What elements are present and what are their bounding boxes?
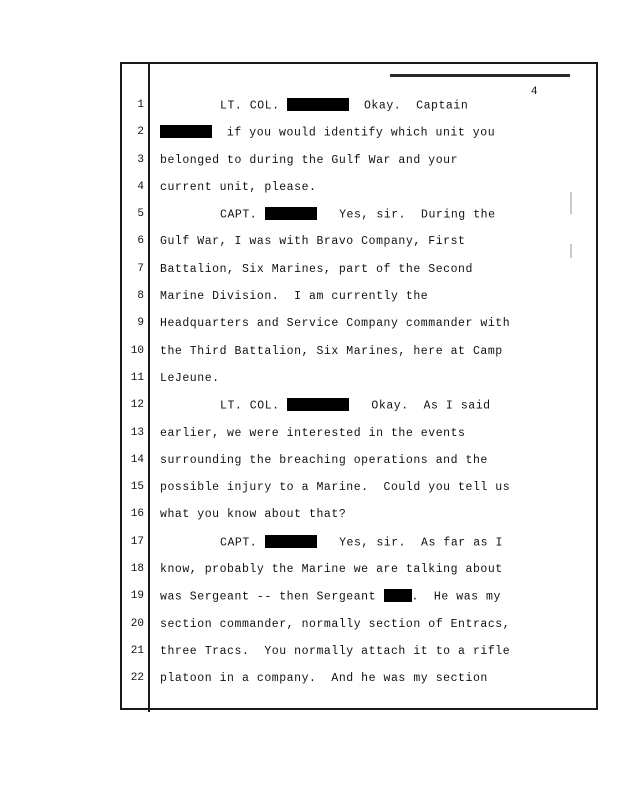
- text-run: CAPT.: [220, 536, 265, 550]
- line-text: [160, 317, 510, 330]
- transcript-line: [122, 642, 600, 669]
- text-run: know, probably the Marine we are talking about: [160, 563, 503, 577]
- text-run: LeJeune.: [160, 371, 220, 385]
- text-run: section commander, normally section of Entracs,: [160, 617, 511, 631]
- line-number: 19: [130, 590, 144, 603]
- transcript-line: [122, 232, 600, 259]
- text-run: Gulf War, I was with Bravo Company, First: [160, 235, 466, 249]
- text-run: Battalion, Six Marines, part of the Second: [160, 262, 473, 276]
- text-run: three Tracs. You normally attach it to a rifle: [160, 644, 511, 658]
- page-number: 4: [530, 86, 538, 98]
- line-number: 11: [130, 371, 144, 384]
- line-text: [160, 481, 510, 494]
- redaction-bar: [265, 535, 317, 548]
- redaction-bar: [160, 125, 212, 138]
- line-number: 1: [137, 99, 144, 111]
- text-run: was Sergeant -- then Sergeant: [160, 590, 384, 604]
- line-text: [160, 672, 488, 685]
- line-text: [160, 399, 491, 413]
- line-number: 21: [130, 644, 144, 657]
- transcript-line: [122, 505, 600, 532]
- transcript-line: [122, 396, 600, 423]
- line-number: 9: [137, 317, 144, 330]
- line-number: 3: [137, 153, 144, 166]
- line-text: [160, 126, 495, 140]
- transcript-line: [122, 123, 600, 150]
- text-run: Marine Division. I am currently the: [160, 290, 429, 304]
- text-run: Okay. Captain: [349, 99, 469, 113]
- line-number: 2: [137, 126, 144, 139]
- transcript-line: [122, 533, 600, 560]
- line-text: [160, 590, 501, 604]
- transcript-line: [122, 260, 600, 287]
- text-run: current unit, please.: [160, 180, 317, 194]
- redaction-bar: [287, 398, 349, 411]
- transcript-line: [122, 342, 600, 369]
- line-text: [160, 154, 458, 167]
- line-number: 13: [130, 426, 144, 439]
- text-run: what you know about that?: [160, 508, 347, 522]
- transcript-line: [122, 615, 600, 642]
- line-number: 22: [130, 672, 144, 685]
- text-run: possible injury to a Marine. Could you tell us: [160, 481, 511, 495]
- text-run: Yes, sir. As far as I: [316, 536, 503, 550]
- line-text: [160, 290, 428, 303]
- text-run: LT. COL.: [220, 399, 288, 413]
- line-number: 18: [130, 563, 144, 576]
- line-text: [160, 536, 503, 550]
- text-run: Headquarters and Service Company commander with: [160, 317, 511, 331]
- line-text: [160, 427, 466, 440]
- transcript-line: [122, 287, 600, 314]
- redaction-bar: [384, 589, 412, 602]
- transcript-line: [122, 560, 600, 587]
- line-text: [160, 372, 220, 385]
- line-number: 20: [130, 617, 144, 630]
- line-number: 5: [137, 208, 144, 221]
- transcript-page-frame: [120, 62, 598, 710]
- transcript-line: [122, 178, 600, 205]
- redaction-bar: [287, 98, 349, 111]
- scan-artifact-top: [390, 74, 570, 77]
- line-text: [160, 645, 510, 658]
- line-number: 8: [137, 290, 144, 303]
- transcript-line: [122, 96, 600, 123]
- line-text: [160, 454, 488, 467]
- text-run: Yes, sir. During the: [316, 208, 496, 222]
- line-number: 4: [137, 180, 144, 193]
- line-number: 16: [130, 508, 144, 521]
- text-run: CAPT.: [220, 208, 265, 222]
- line-number: 10: [130, 344, 144, 357]
- line-text: [160, 208, 496, 222]
- transcript-line: [122, 151, 600, 178]
- transcript-line: [122, 369, 600, 396]
- line-number: 12: [130, 399, 144, 412]
- line-number: 14: [130, 453, 144, 466]
- text-run: surrounding the breaching operations and the: [160, 453, 488, 467]
- transcript-line: [122, 587, 600, 614]
- transcript-line: [122, 669, 600, 696]
- transcript-line: [122, 424, 600, 451]
- text-run: the Third Battalion, Six Marines, here at Camp: [160, 344, 503, 358]
- line-number: 6: [137, 235, 144, 248]
- text-run: if you would identify which unit you: [212, 126, 496, 140]
- line-text: [160, 99, 468, 113]
- transcript-line: [122, 314, 600, 341]
- text-run: LT. COL.: [220, 99, 288, 113]
- text-run: . He was my: [411, 590, 501, 604]
- text-run: belonged to during the Gulf War and your: [160, 153, 459, 167]
- transcript-line: [122, 478, 600, 505]
- line-number: 7: [137, 262, 144, 275]
- transcript-line: [122, 205, 600, 232]
- line-text: [160, 563, 503, 576]
- text-run: Okay. As I said: [349, 399, 491, 413]
- redaction-bar: [265, 207, 317, 220]
- line-text: [160, 235, 466, 248]
- line-text: [160, 181, 316, 194]
- line-text: [160, 508, 346, 521]
- text-run: earlier, we were interested in the events: [160, 426, 466, 440]
- transcript-line: [122, 451, 600, 478]
- transcript-body: [122, 96, 600, 697]
- line-text: [160, 345, 503, 358]
- line-number: 17: [130, 535, 144, 548]
- line-text: [160, 618, 510, 631]
- line-text: [160, 263, 473, 276]
- line-number: 15: [130, 481, 144, 494]
- text-run: platoon in a company. And he was my section: [160, 672, 488, 686]
